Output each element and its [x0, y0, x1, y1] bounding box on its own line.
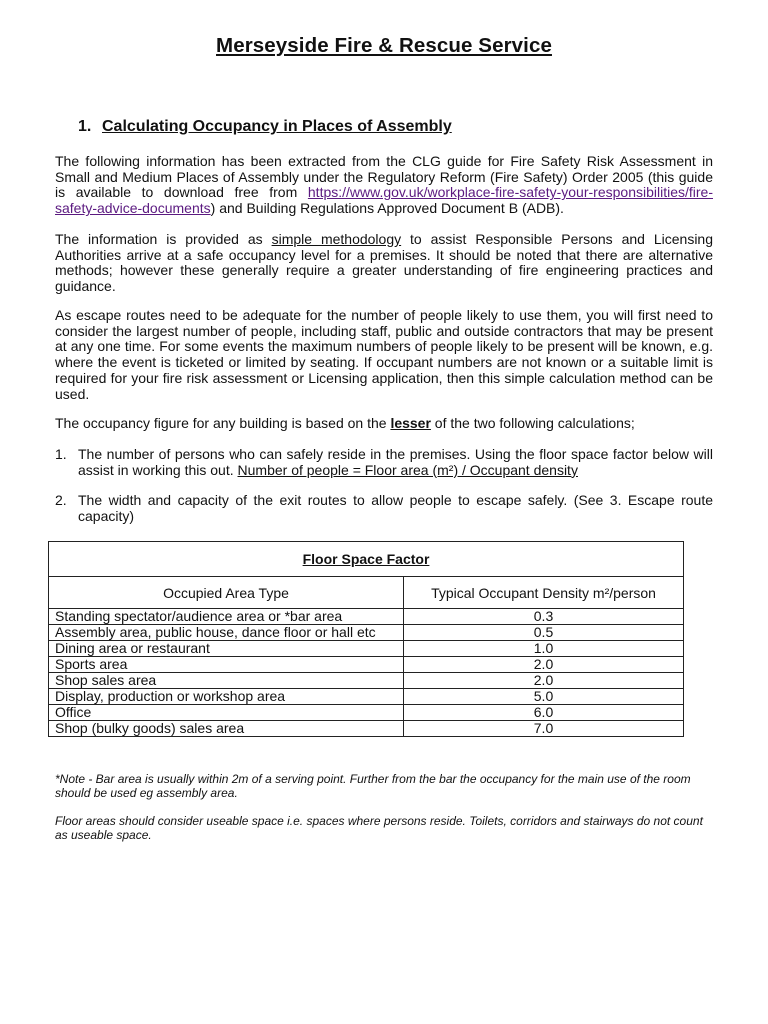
guide-download-link[interactable]: https://www.gov.uk/workplace-fire-safety-your-responsibilities/fire-safety-advice-documents	[55, 184, 713, 217]
occupancy-formula: Number of people = Floor area (m²) / Occupant density	[237, 461, 578, 478]
list-marker: 2.	[55, 492, 67, 508]
area-type-cell: Standing spectator/audience area or *bar area	[49, 609, 404, 625]
table-row	[49, 609, 684, 625]
paragraph-occupancy-figure	[55, 416, 713, 432]
lesser-term: lesser	[390, 415, 431, 431]
list-item	[55, 493, 713, 524]
section-heading	[78, 118, 452, 136]
paragraph-methodology	[55, 232, 713, 295]
paragraph-occupancy-text: The occupancy figure for any building is based on the	[55, 415, 391, 431]
list-item-text	[78, 447, 713, 478]
table-row	[49, 721, 684, 737]
table-row	[49, 689, 684, 705]
area-type-cell: Office	[49, 705, 404, 721]
section-title: Calculating Occupancy in Places of Assembly	[102, 118, 452, 135]
column-header-density: Typical Occupant Density m²/person	[404, 577, 684, 609]
floor-area-note: Floor areas should consider useable space i.e. spaces where persons reside. Toilets, corridors and stairways do not count as useable space.	[55, 814, 703, 842]
table-row	[49, 705, 684, 721]
table-row	[49, 673, 684, 689]
paragraph-source-tail: ) and Building Regulations Approved Document B (ADB).	[210, 200, 564, 217]
section-number: 1.	[78, 118, 92, 135]
area-type-cell: Shop (bulky goods) sales area	[49, 721, 404, 737]
list-item-text: The width and capacity of the exit routes to allow people to escape safely. (See 3. Escape route capacity)	[78, 492, 713, 524]
density-cell: 0.5	[404, 625, 684, 641]
paragraph-escape-routes: As escape routes need to be adequate for the number of people likely to use them, you will first need to consider the largest number of people, including staff, public and outside contractors that may be present at any one time. For some events the maximum numbers of people likely to be present will be known, e.g. where the event is ticketed or limited by seating. If occupant numbers are not known or a suitable limit is required for your fire risk assessment or Licensing application, then this simple calculation method can be used.	[55, 307, 713, 402]
area-type-cell: Display, production or workshop area	[49, 689, 404, 705]
paragraph-methodology-text: The information is provided as	[55, 231, 272, 247]
list-marker: 1.	[55, 446, 67, 462]
paragraph-methodology-tail: to assist Responsible Persons and Licensing Authorities arrive at a safe occupancy level for a premises. It should be noted that there are alternative methods; however these generally require a greater understanding of fire engineering practices and guidance.	[55, 231, 714, 295]
density-cell: 2.0	[404, 657, 684, 673]
table-caption	[49, 542, 684, 577]
area-type-cell: Dining area or restaurant	[49, 641, 404, 657]
list-item	[55, 447, 713, 478]
table-caption-text: Floor Space Factor	[302, 551, 430, 567]
density-cell: 2.0	[404, 673, 684, 689]
density-cell: 1.0	[404, 641, 684, 657]
density-cell: 5.0	[404, 689, 684, 705]
simple-methodology-term: simple methodology	[271, 231, 402, 247]
area-type-cell: Assembly area, public house, dance floor or hall etc	[49, 625, 404, 641]
paragraph-source-text: The following information has been extracted from the CLG guide for Fire Safety Risk Assessment in Small and Medium Places of Assembly under the Regulatory Reform (Fire Safety) Order 2005 (this guide is available to download free from	[55, 153, 713, 201]
floor-space-factor-table	[48, 541, 684, 737]
area-type-cell: Shop sales area	[49, 673, 404, 689]
area-type-cell: Sports area	[49, 657, 404, 673]
list-item-body: The number of persons who can safely reside in the premises. Using the floor space factor below will assist in working this out.	[78, 446, 713, 478]
density-cell: 6.0	[404, 705, 684, 721]
paragraph-occupancy-tail: of the two following calculations;	[430, 415, 635, 431]
paragraph-source	[55, 154, 713, 217]
density-cell: 7.0	[404, 721, 684, 737]
page-title: Merseyside Fire & Rescue Service	[216, 34, 552, 57]
table-row	[49, 657, 684, 673]
table-row	[49, 641, 684, 657]
density-cell: 0.3	[404, 609, 684, 625]
table-row	[49, 625, 684, 641]
column-header-area-type: Occupied Area Type	[49, 577, 404, 609]
bar-area-note: *Note - Bar area is usually within 2m of a serving point. Further from the bar the occupancy for the main use of the room should be used eg assembly area.	[55, 772, 691, 800]
